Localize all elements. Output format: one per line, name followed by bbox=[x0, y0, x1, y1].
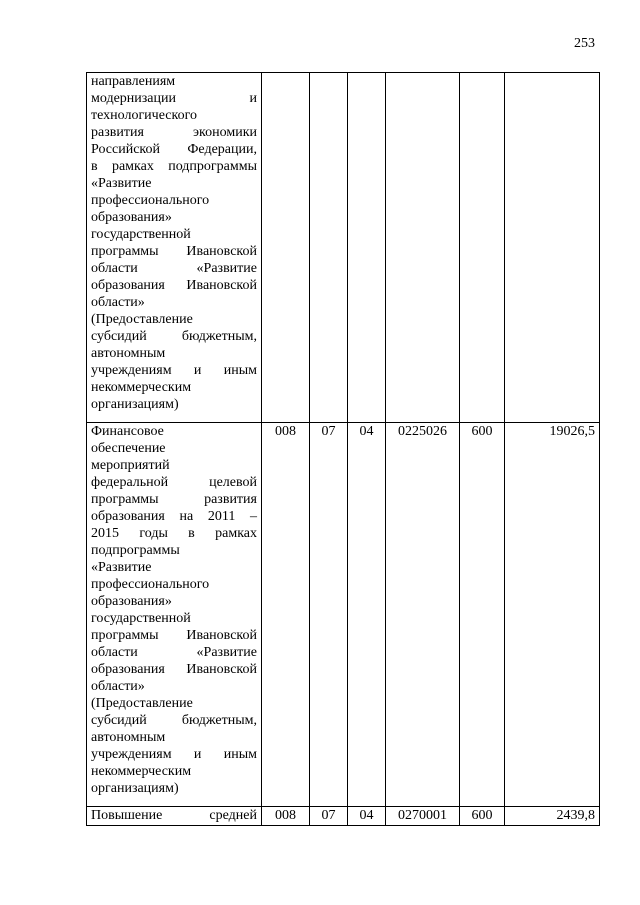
target-article-code bbox=[386, 73, 460, 423]
description-line: (Предоставление bbox=[91, 696, 193, 711]
table-row bbox=[87, 73, 600, 423]
table-row bbox=[87, 807, 600, 826]
description-line: некоммерческим bbox=[91, 380, 192, 395]
description-line: 2015 годы в рамках bbox=[91, 526, 257, 541]
description-line: федеральной целевой bbox=[91, 475, 257, 490]
budget-table bbox=[86, 72, 600, 826]
description-line: автономным bbox=[91, 346, 166, 361]
description-line: образования Ивановской bbox=[91, 278, 257, 293]
description-line: «Развитие bbox=[91, 560, 152, 575]
amount bbox=[505, 73, 600, 423]
description-line: программы развития bbox=[91, 492, 257, 507]
expense-type-code bbox=[460, 73, 505, 423]
description-line: подпрограммы bbox=[91, 543, 180, 558]
description-line: модернизации и bbox=[91, 91, 257, 106]
section-code bbox=[310, 73, 348, 423]
description-line: некоммерческим bbox=[91, 764, 192, 779]
expense-type-code: 600 bbox=[460, 807, 505, 826]
description-line: Финансовое bbox=[91, 424, 164, 439]
description-line: профессионального bbox=[91, 193, 210, 208]
description-line: государственной bbox=[91, 611, 191, 626]
description-line: области» bbox=[91, 295, 145, 310]
description-line: образования» bbox=[91, 210, 172, 225]
page-number: 253 bbox=[574, 36, 595, 51]
row-description bbox=[87, 423, 262, 807]
description-line: субсидий бюджетным, bbox=[91, 329, 257, 344]
description-line: программы Ивановской bbox=[91, 628, 257, 643]
description-line: «Развитие bbox=[91, 176, 152, 191]
row-description bbox=[87, 807, 262, 826]
subsection-code: 04 bbox=[348, 807, 386, 826]
ministry-code: 008 bbox=[262, 807, 310, 826]
amount: 19026,5 bbox=[505, 423, 600, 807]
target-article-code: 0270001 bbox=[386, 807, 460, 826]
description-line: технологического bbox=[91, 108, 197, 123]
description-line: учреждениям и иным bbox=[91, 747, 257, 762]
description-line: области «Развитие bbox=[91, 645, 257, 660]
description-line: обеспечение bbox=[91, 441, 166, 456]
description-line: (Предоставление bbox=[91, 312, 193, 327]
row-description bbox=[87, 73, 262, 423]
ministry-code: 008 bbox=[262, 423, 310, 807]
amount: 2439,8 bbox=[505, 807, 600, 826]
description-line: организациям) bbox=[91, 397, 179, 412]
description-line: автономным bbox=[91, 730, 166, 745]
description-line: направлениям bbox=[91, 74, 176, 89]
description-line: программы Ивановской bbox=[91, 244, 257, 259]
ministry-code bbox=[262, 73, 310, 423]
description-line: образования на 2011 – bbox=[91, 509, 257, 524]
target-article-code: 0225026 bbox=[386, 423, 460, 807]
subsection-code bbox=[348, 73, 386, 423]
description-line: государственной bbox=[91, 227, 191, 242]
description-line: области «Развитие bbox=[91, 261, 257, 276]
subsection-code: 04 bbox=[348, 423, 386, 807]
description-line: области» bbox=[91, 679, 145, 694]
description-line: Российской Федерации, bbox=[91, 142, 257, 157]
description-line: мероприятий bbox=[91, 458, 170, 473]
section-code: 07 bbox=[310, 807, 348, 826]
description-line: образования Ивановской bbox=[91, 662, 257, 677]
description-line: профессионального bbox=[91, 577, 210, 592]
description-line: в рамках подпрограммы bbox=[91, 159, 257, 174]
description-line: развития экономики bbox=[91, 125, 257, 140]
description-line: субсидий бюджетным, bbox=[91, 713, 257, 728]
section-code: 07 bbox=[310, 423, 348, 807]
table-row bbox=[87, 423, 600, 807]
description-line: учреждениям и иным bbox=[91, 363, 257, 378]
description-line: образования» bbox=[91, 594, 172, 609]
description-line: организациям) bbox=[91, 781, 179, 796]
expense-type-code: 600 bbox=[460, 423, 505, 807]
description-line: Повышение средней bbox=[91, 808, 257, 823]
